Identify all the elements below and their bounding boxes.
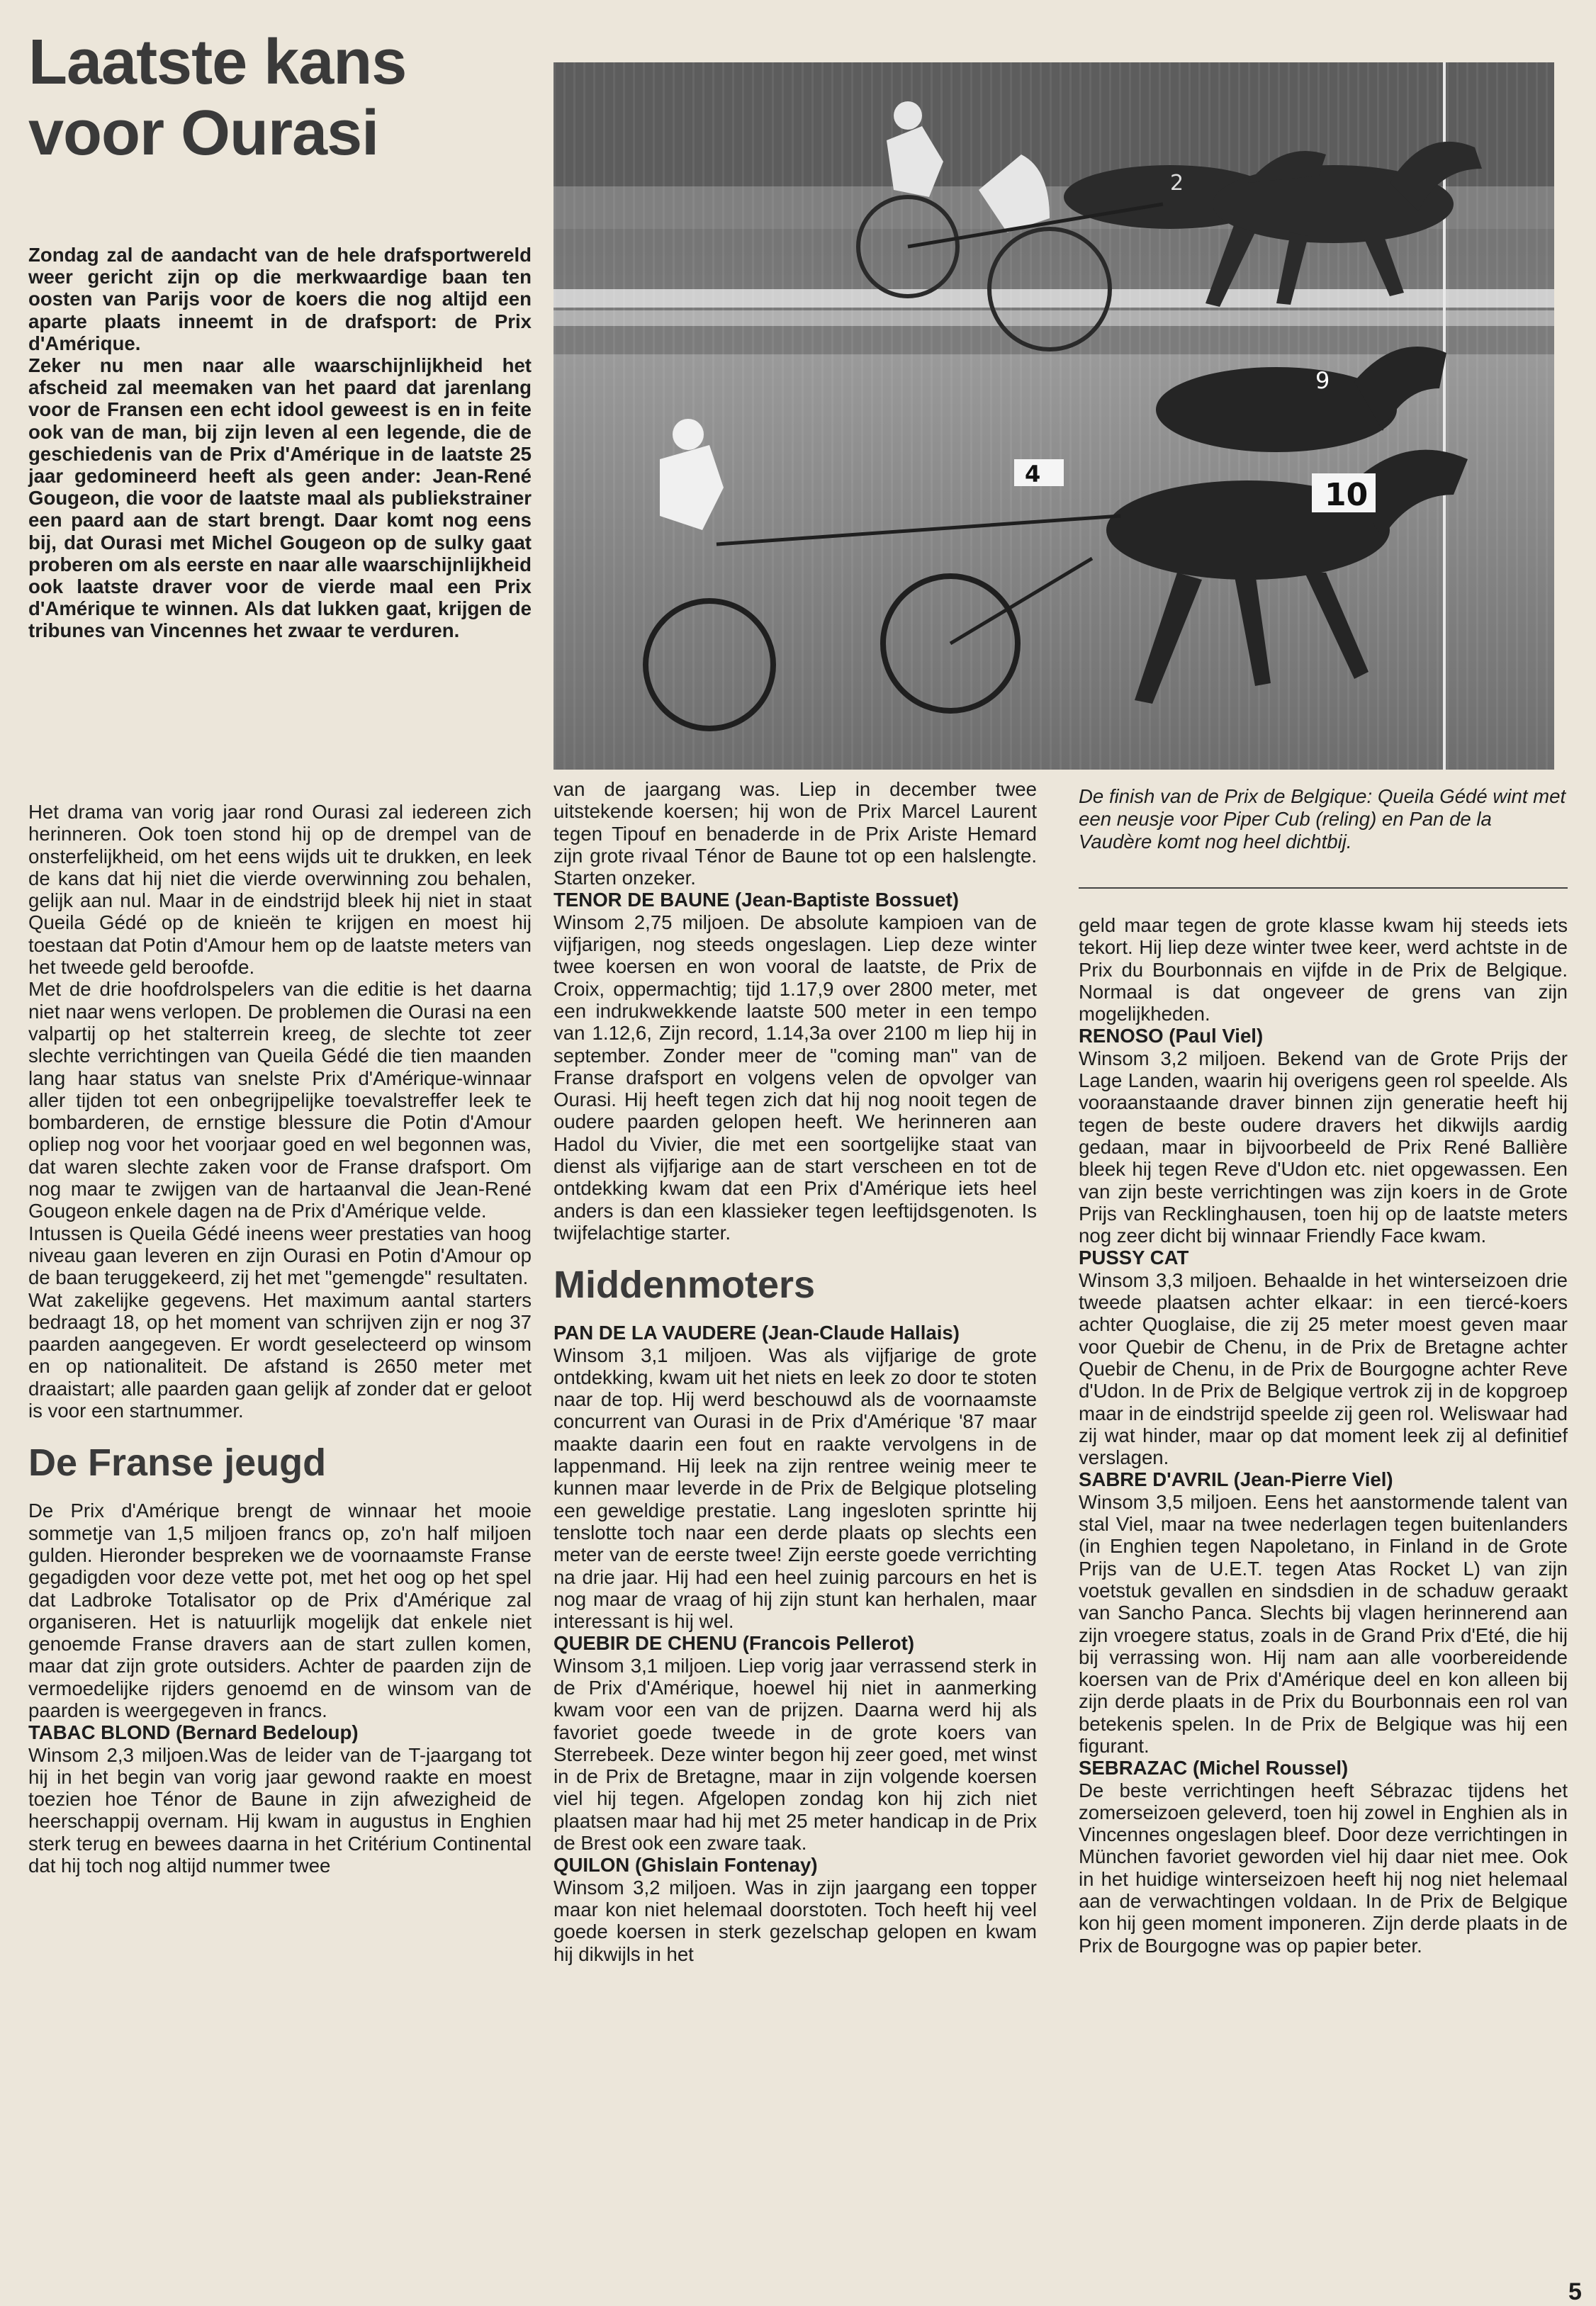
body-paragraph: Winsom 3,1 miljoen. Liep vorig jaar verrassend sterk in de Prix d'Amérique, hoewel hij niet in aanmerking kwam voor een van de prijzen. Daarna werd hij als favoriet goede tweede in de grote koers van Sterrebeek. Deze winter begon hij zeer goed, met winst in de Prix de Bretagne, maar in zijn volgende koersen viel hij tegen. Afgelopen zondag kon hij zich niet plaatsen maar had hij met 25 meter handicap in de Prix de Brest ook een zware taak. [553, 1654, 1037, 1855]
horse-entry-heading: PUSSY CAT [1079, 1247, 1189, 1269]
saddle-number: 2 [1170, 171, 1184, 196]
body-paragraph: De beste verrichtingen heeft Sébrazac tijdens het zomerseizoen geleverd, toen hij zowel in Enghien als in Vincennes ongeslagen bleef. Door deze verrichtingen in München favoriet geworden viel hij daar niet mee. Ook in het huidige winterseizoen heeft hij nog niet helemaal aan de verwachtingen voldaan. In de Prix de Belgique kon hij geen moment imponeren. Zijn derde plaats in de Prix de Bourgogne was op papier beter. [1079, 1779, 1568, 1957]
saddle-number: 9 [1315, 367, 1330, 394]
lead-paragraph [28, 244, 532, 642]
body-paragraph: Intussen is Queila Gédé ineens weer prestaties van hoog niveau gaan leveren en zijn Ourasi en Potin d'Amour op de baan teruggekeerd, zij het met "gemengde" resultaten. [28, 1222, 532, 1289]
body-paragraph: Wat zakelijke gegevens. Het maximum aantal starters bedraagt 18, op het moment van schrijven zijn er nog 37 paarden aangegeven. Er wordt geselecteerd op winsom en op nationaliteit. De afstand is 2650 meter met draaistart; alle paarden gaan gelijk af zonder dat er geloot is voor een startnummer. [28, 1288, 532, 1422]
body-paragraph: Winsom 3,2 miljoen. Bekend van de Grote Prijs der Lage Landen, waarin hij overigens geen rol speelde. Als vooraanstaande draver binnen zijn generatie heeft hij tegen de beste oudere dravers het dikwijls aardig gedaan, maar in bijvoorbeeld de Prix René Ballière bleek hij tegen Reve d'Udon etc. niet opgewassen. Een van zijn beste verrichtingen was zijn koers in de Grote Prijs van Recklinghausen, toen hij op de laatste meters nog zeer dicht bij winnaar Friendly Face kwam. [1079, 1047, 1568, 1247]
body-paragraph: Winsom 2,3 miljoen.Was de leider van de T-jaargang tot hij in het begin van vorig jaar gewond raakte en moest toezien hoe Ténor de Baune in zijn afwezigheid de heerschappij overnam. Hij kwam in augustus in Enghien sterk terug en bewees daarna in het Critérium Continental dat hij toch nog altijd nummer twee [28, 1743, 532, 1877]
body-paragraph: van de jaargang was. Liep in december twee uitstekende koersen; hij won de Prix Marcel Laurent tegen Tipouf en benaderde in de Prix Ariste Hemard zijn grote rivaal Ténor de Baune tot op een halslengte. Starten onzeker. [553, 778, 1037, 889]
body-paragraph: Het drama van vorig jaar rond Ourasi zal iedereen zich herinneren. Ook toen stond hij op de drempel van de onsterfelijkheid, om het eens wijds uit te drukken, en leek de kans dat hij niet die vierde overwinning zou behalen, gelijk aan nul. Maar in de eindstrijd bleek hij niet in staat Queila Gédé op de knieën te krijgen en moest hij toestaan dat Potin d'Amour hem op de laatste meters van het tweede geld beroofde. [28, 801, 532, 979]
column-1 [28, 801, 532, 1877]
body-paragraph: Winsom 2,75 miljoen. De absolute kampioen van de vijfjarigen, nog steeds ongeslagen. Liep deze winter twee koersen en won vooral de laatste, de Prix de Croix, oppermachtig; tijd 1.17,9 over 2800 meter, met een indrukwekkende laatste 500 meter in een tempo van 1.12,6, Zijn record, 1.14,3a over 2100 m liep hij in september. Zonder meer de "coming man" van de Franse drafsport en volgens velen de opvolger van Ourasi. Hij heeft tegen zich dat hij nog nooit tegen de oudere paarden gelopen heeft. We herinneren aan Hadol du Vivier, die met een soortgelijke staat van dienst als vijfjarige aan de start verscheen en tot de ontdekking kwam dat een Prix d'Amérique iets heel anders is dan een klassieker tegen leeftijdsgenoten. Is twijfelachtige starter. [553, 911, 1037, 1244]
column-2 [553, 778, 1037, 1965]
lead-paragraph-text: Zeker nu men naar alle waarschijnlijkheid het afscheid zal meemaken van het paard dat jarenlang voor de Fransen een echt idool geweest is en in feite ook van de man, bij zijn leven al een legende, die de geschiedenis van de Prix d'Amérique in de laatste 25 jaar gedomineerd heeft als geen ander: Jean-René Gougeon, die voor de laatste maal als publiekstrainer een paard aan de start brengt. Daar komt nog eens bij, dat Ourasi met Michel Gougeon op de sulky gaat proberen om als eerste en naar alle waarschijnlijkheid ook laatste draver voor de vierde maal een Prix d'Amérique te winnen. Als dat lukken gaat, krijgen de tribunes van Vincennes het zwaar te verduren. [28, 354, 532, 642]
section-heading: De Franse jeugd [28, 1441, 327, 1485]
horse-entry-heading: TABAC BLOND (Bernard Bedeloup) [28, 1721, 359, 1744]
horse-entry-heading: QUEBIR DE CHENU (Francois Pellerot) [553, 1632, 915, 1655]
body-paragraph: Met de drie hoofdrolspelers van die editie is het daarna niet naar wens verlopen. De problemen die Ourasi na een valpartij op het stalterrein kreeg, de slechte tot zeer slechte verrichtingen van Queila Gédé die tien maanden lang haar status van snelste Prix d'Amérique-winnaar aller tijden tot een onbegrijpelijke toevalstreffer leek te bombarderen, de ernstige blessure die Potin d'Amour opliep nog voor het voorjaar goed en wel begonnen was, dat waren slechte zaken voor de Franse drafsport. Om nog maar te zwijgen van de hartaanval die Jean-René Gougeon enkele dagen na de Prix d'Amérique velde. [28, 978, 532, 1222]
body-paragraph: Winsom 3,5 miljoen. Eens het aanstormende talent van stal Viel, maar na twee nederlagen tegen buitenlanders (in Enghien tegen Napoletano, in Finland in de Grote Prijs van de U.E.T. tegen Atas Rocket L) van zijn voetstuk gevallen en sindsdien in de schaduw geraakt van Sancho Panca. Slechts bij vlagen herinnerend aan zijn vroegere status, zoals in de Grand Prix d'Eté, die hij bij verrassing won. Hij nam aan alle voorbereidende koersen van de Prix d'Amérique deel en kon alleen bij zijn derde plaats in de Prix du Bourbonnais een rol van betekenis spelen. In de Prix de Belgique was hij een figurant. [1079, 1490, 1568, 1757]
race-photo [553, 62, 1554, 770]
body-paragraph: geld maar tegen de grote klasse kwam hij steeds iets tekort. Hij liep deze winter twee keer, werd achtste in de Prix du Bourbonnais en vijfde in de Prix de Belgique. Normaal is dat ongeveer de grens van zijn mogelijkheden. [1079, 914, 1568, 1025]
body-paragraph: Winsom 3,1 miljoen. Was als vijfjarige de grote ontdekking, kwam uit het niets en leek zo door te stoten naar de top. Hij werd beschouwd als de voornaamste concurrent van Ourasi in de Prix d'Amérique '87 maar maakte daarin een fout en raakte vervolgens in de lappenmand. Hij leek na zijn rentree weinig meer te kunnen maar leverde in de Prix de Belgique plotseling een geweldige prestatie. Lang ingesloten sprintte hij tenslotte toch naar een derde plaats op slechts een meter van de eerste twee! Zijn eerste goede verrichting na drie jaar. Hij had een heel zuinig parcours en het is nog maar de vraag of hij zijn stunt kan herhalen, maar interessant is hij wel. [553, 1344, 1037, 1633]
lead-paragraph-text: Zondag zal de aandacht van de hele drafsportwereld weer gericht zijn op die merkwaardige baan ten oosten van Parijs voor de koers die nog altijd een aparte plaats inneemt in de drafsport: de Prix d'Amérique. [28, 244, 532, 354]
horse-entry-heading: TENOR DE BAUNE (Jean-Baptiste Bossuet) [553, 889, 959, 911]
saddle-number: 4 [1025, 461, 1041, 488]
horse-entry-heading: PAN DE LA VAUDERE (Jean-Claude Hallais) [553, 1322, 960, 1344]
section-heading: Middenmoters [553, 1264, 816, 1307]
horse-entry-heading: RENOSO (Paul Viel) [1079, 1025, 1264, 1047]
horse-entry-heading: QUILON (Ghislain Fontenay) [553, 1854, 818, 1877]
headline: Laatste kans voor Ourasi [28, 27, 407, 169]
saddle-number: 10 [1325, 477, 1369, 513]
body-paragraph: Winsom 3,3 miljoen. Behaalde in het winterseizoen drie tweede plaatsen achter elkaar: in een tiercé-koers achter Quoglaise, die zij 25 meter moest geven maar voor Quebir de Chenu, in de Prix de Bretagne achter Quebir de Chenu, in de Prix de Bourgogne achter Reve d'Udon. In de Prix de Belgique vertrok zij in de kopgroep maar in de eindstrijd speelde zij geen rol. Weliswaar had zij wat hinder, maar op dat moment leek zij al definitief verslagen. [1079, 1269, 1568, 1469]
body-paragraph: De Prix d'Amérique brengt de winnaar het mooie sommetje van 1,5 miljoen francs op, zo'n half miljoen gulden. Hieronder bespreken we de voornaamste Franse gegadigden voor deze vette pot, met het oog op het spel dat Ladbroke Totalisator op de Prix d'Amérique zal organiseren. Het is natuurlijk mogelijk dat enkele niet genoemde Franse dravers aan de start zullen komen, maar dat zijn grote outsiders. Achter de paarden zijn de vermoedelijke rijders genoemd en de winsom van de paarden is weergegeven in francs. [28, 1500, 532, 1721]
horse-entry-heading: SEBRAZAC (Michel Roussel) [1079, 1757, 1349, 1779]
photo-caption: De finish van de Prix de Belgique: Queila Gédé wint met een neusje voor Piper Cub (reling) en Pan de la Vaudère komt nog heel dichtbij. [1079, 785, 1566, 853]
body-paragraph: Winsom 3,2 miljoen. Was in zijn jaargang een topper maar kon niet helemaal doorstoten. Toch heeft hij veel goede koersen in sterk gezelschap gelopen en kwam hij dikwijls in het [553, 1876, 1037, 1965]
caption-divider [1079, 887, 1568, 889]
column-3 [1079, 914, 1568, 1957]
horse-entry-heading: SABRE D'AVRIL (Jean-Pierre Viel) [1079, 1468, 1393, 1491]
race-photo-illustration [553, 62, 1554, 770]
page-number: 5 [1568, 2278, 1582, 2305]
